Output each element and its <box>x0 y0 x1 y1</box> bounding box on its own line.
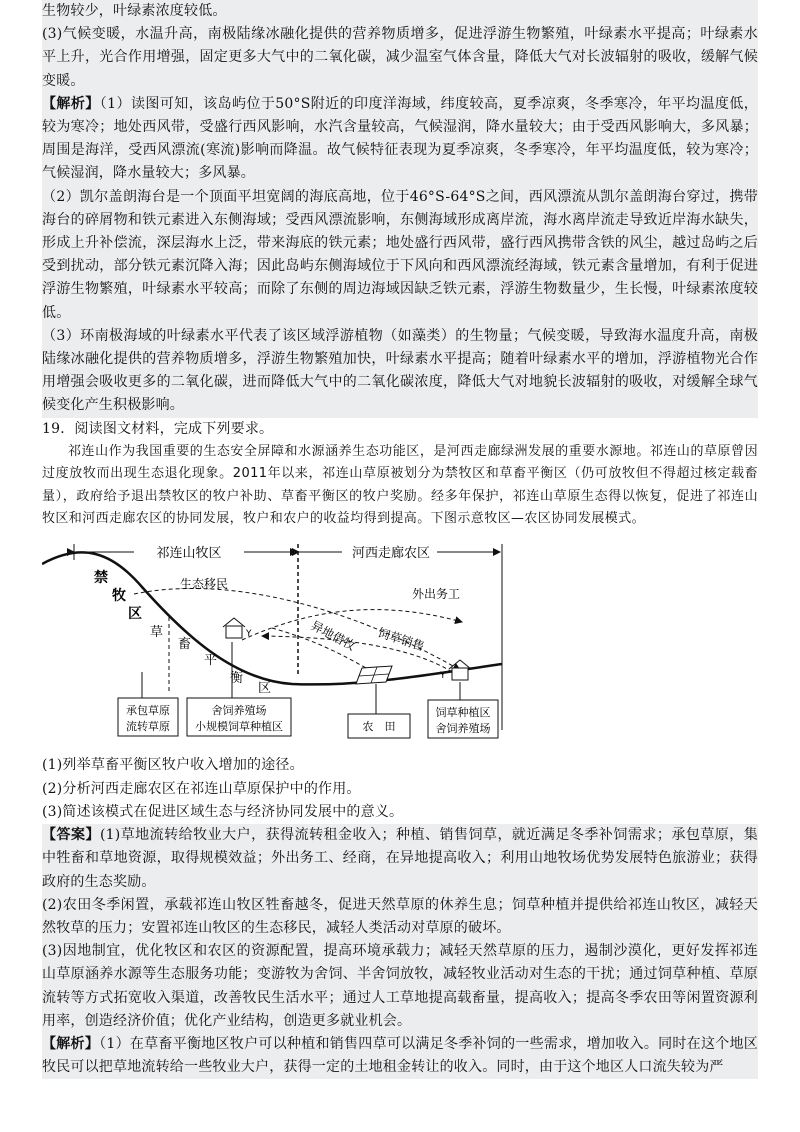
overwinter-label: 异地借牧 <box>308 618 358 654</box>
zone-banned-char-2: 牧 <box>112 588 126 605</box>
answer-label: 【答案】 <box>42 827 100 844</box>
analysis-19-text: （1）在草畜平衡地区牧户可以种植和销售四草可以满足冬季补饲的一些需求，增加收入。同时在这个地区牧民可以把草地流转给一些牧业大户，获得一定的土地租金转让的收入。同时，由于这个地区人口流失较为严 <box>42 1035 758 1076</box>
box-farmland <box>348 714 410 738</box>
question-19-sub1: (1)列举草畜平衡区牧户收入增加的途径。 <box>42 757 304 774</box>
answer-19-1 <box>42 824 758 894</box>
pastoral-house-icon <box>223 618 252 639</box>
svg-text:流转草原: 流转草原 <box>126 720 170 734</box>
question-19-sub2: (2)分析河西走廊农区在祁连山草原保护中的作用。 <box>42 780 361 797</box>
analysis-prev-3: （3）环南极海域的叶绿素水平代表了该区域浮游植物（如藻类）的生物量；气候变暖，导致海水温度升高，南极陆缘冰融化提供的营养物质增多，浮游生物繁殖加快，叶绿素水平提高；随着叶绿素水平的增加，浮游植物光合作用增强会吸收更多的二氧化碳，进而降低大气中的二氧化碳浓度，降低大气对地貌长波辐射的吸收，对缓解全球气候变化产生积极影响。 <box>42 325 758 418</box>
box-contract-grassland <box>118 698 178 736</box>
answer-19-3: (3)因地制宜，优化牧区和农区的资源配置，提高环境承载力；减轻天然草原的压力，遏制沙漠化，更好发挥祁连山草原涵养水源等生态服务功能；变游牧为舍饲、半舍饲放牧，减轻牧业活动对生态的干扰；通过饲草种植、草原流转等方式拓宽收入渠道，改善牧民生活水平；通过人工草地提高载畜量，提高收入；提高冬季农田等闲置资源利用率，创造经济价值；优化产业结构，创造更多就业机会。 <box>42 940 758 1033</box>
analysis-prev-1-text: （1）读图可知，该岛屿位于50°S附近的印度洋海域，纬度较高，夏季凉爽，冬季寒冷，年平均温度低，较为寒冷；地处西风带，受盛行西风影响，水汽含量较高，气候湿润，降水量较大；由于受西风影响大，多风暴；周围是海洋，受西风漂流(寒流)影响而降温。故气候特征表现为夏季凉爽，冬季寒冷，年平均温度低，较为寒冷；气候湿润，降水量较大；多风暴。 <box>42 95 758 182</box>
box-forage-feedlot <box>428 700 498 738</box>
region-pastoral-label: 祁连山牧区 <box>156 546 222 562</box>
svg-text:舍饲养殖场: 舍饲养殖场 <box>435 722 491 736</box>
zone-balance-char-2: 畜 <box>178 637 192 653</box>
svg-text:农 田: 农 田 <box>362 720 396 734</box>
question-19-material: 祁连山作为我国重要的生态安全屏障和水源涵养生态功能区，是河西走廊绿洲发展的重要水源地。祁连山的草原曾因过度放牧而出现生态退化现象。2011年以来，祁连山草原被划分为禁牧区和草畜平衡区（仍可放牧但不得超过核定载畜量），政府给予退出禁牧区的牧户补助、草畜平衡区的牧户奖励。经多年保护，祁连山草原生态得以恢复，促进了祁连山牧区和河西走廊农区的协同发展，牧户和农户的收益均得到提高。下图示意牧区—农区协同发展模式。 <box>42 443 758 527</box>
terrain-profile <box>42 553 502 685</box>
work-arrow <box>242 610 462 640</box>
zone-banned-char-3: 区 <box>128 606 142 623</box>
region-farm-label: 河西走廊农区 <box>351 546 431 562</box>
analysis-label: 【解析】 <box>42 95 100 112</box>
farm-house-icon <box>439 660 471 681</box>
svg-text:饲草种植区: 饲草种植区 <box>435 706 491 720</box>
box-feedlot-small-forage <box>187 698 291 736</box>
migration-label: 生态移民 <box>180 577 229 592</box>
analysis-19 <box>42 1033 758 1079</box>
answer-19-2: (2)农田冬季闲置，承载祁连山牧区牲畜越冬，促进天然草原的休养生息；饲草种植并提供给祁连山牧区，减轻天然牧草的压力；安置祁连山牧区的生态移民，减轻人类活动对草原的破坏。 <box>42 894 758 940</box>
svg-text:承包草原: 承包草原 <box>126 704 170 718</box>
zone-banned-char-1: 禁 <box>94 570 108 587</box>
analysis-prev-1 <box>42 93 758 186</box>
zone-balance-char-1: 草 <box>150 625 164 641</box>
zone-balance-char-4: 衡 <box>230 671 244 687</box>
answer-prev-3: (3)气候变暖，水温升高，南极陆缘冰融化提供的营养物质增多，促进浮游生物繁殖，叶绿素水平提高；叶绿素水平上升，光合作用增强，固定更多大气中的二氧化碳，减少温室气体含量，降低大气对长波辐射的吸收，缓解气候变暖。 <box>42 23 758 93</box>
svg-text:Y: Y <box>246 629 252 640</box>
work-label: 外出务工 <box>412 587 461 602</box>
question-19-stem: 19．阅读图文材料，完成下列要求。 <box>42 420 274 437</box>
svg-text:Y: Y <box>440 671 446 682</box>
zone-balance-char-3: 平 <box>204 653 218 669</box>
svg-text:小规模饲草种植区: 小规模饲草种植区 <box>195 720 283 734</box>
feed-sale-label: 饲草销售 <box>376 626 427 655</box>
analysis-prev-2: （2）凯尔盖朗海台是一个顶面平坦宽阔的海底高地，位于46°S-64°S之间，西风漂流从凯尔盖朗海台穿过，携带海台的碎屑物和铁元素进入东侧海域；受西风漂流影响，东侧海域形成离岸流，海水离岸流走导致近岸海水缺失，形成上升补偿流，深层海水上泛，带来海底的铁元素；地处盛行西风带，盛行西风携带含铁的风尘，越过岛屿之后受到扰动，部分铁元素沉降入海；因此岛屿东侧海域位于下风向和西风漂流经海域，铁元素含量增加，有利于促进浮游生物繁殖，叶绿素水平较高；而除了东侧的周边海域因缺乏铁元素，浮游生物数量少，生长慢，叶绿素浓度较低。 <box>42 186 758 325</box>
answer-continuation: 生物较少，叶绿素浓度较低。 <box>42 0 758 23</box>
pastoral-farm-diagram <box>42 532 562 750</box>
zone-balance-char-5: 区 <box>258 681 272 697</box>
question-19-sub3: (3)简述该模式在促进区域生态与经济协同发展中的意义。 <box>42 803 404 820</box>
svg-text:舍饲养殖场: 舍饲养殖场 <box>211 704 267 718</box>
answer-19-1-text: (1)草地流转给牧业大户，获得流转租金收入；种植、销售饲草，就近满足冬季补饲需求；承包草原，集中牲畜和草地资源，取得规模效益；外出务工、经商，在异地提高收入；利用山地牧场优势发展特色旅游业；获得政府的生态奖励。 <box>42 827 758 890</box>
farm-field-icon <box>356 666 392 684</box>
analysis-19-label: 【解析】 <box>42 1035 100 1052</box>
